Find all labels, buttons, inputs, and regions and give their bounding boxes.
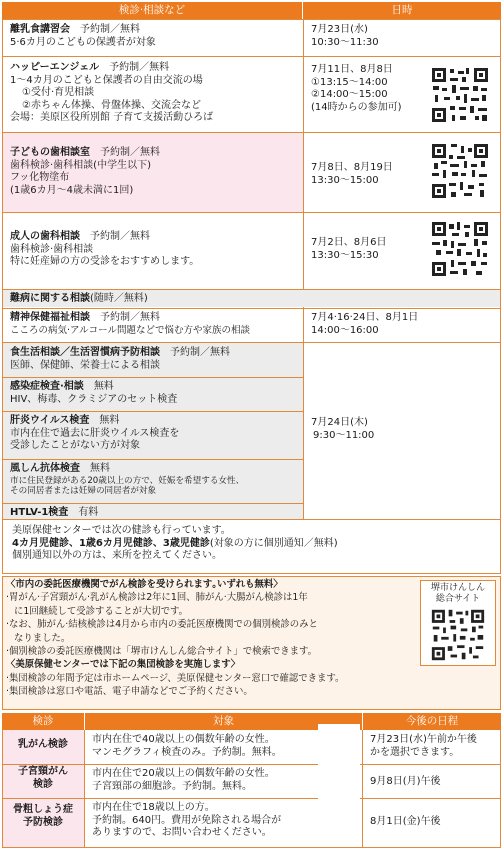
row-mental-health [4, 310, 300, 340]
when-line: 7月4·16·24日、8月1日 [311, 312, 419, 323]
row-intractable-disease [4, 291, 300, 307]
qr-code-icon[interactable] [430, 220, 490, 278]
exam-schedule [364, 732, 500, 762]
row-tag: 有料 [78, 507, 99, 518]
exam-name-line: 骨粗しょう症 [13, 804, 73, 815]
header-checkup [2, 2, 302, 19]
qr-code-icon[interactable] [430, 66, 490, 124]
checkups-text [6, 523, 496, 573]
row-adult-dental [4, 229, 300, 275]
row-line: 特に妊産婦の方の受診をおすすめします。 [10, 256, 200, 267]
row-title: 風しん抗体検査 [10, 463, 80, 474]
when-line: 9:30～11:00 [313, 429, 375, 441]
row-hepatitis-when [305, 415, 500, 445]
row-title: 子どもの歯相談室 [10, 147, 90, 158]
row-title: 肝炎ウイルス検査 [10, 415, 90, 426]
row-infection-test [4, 379, 300, 409]
row-line: 医師、保健師、栄養士による相談 [10, 359, 160, 371]
row-htlv-test [4, 505, 300, 519]
schedule-line: かを選択できます。 [370, 746, 460, 758]
target-line: 市内在住で18歳以上の方。 [92, 802, 215, 813]
notes-text [6, 578, 418, 708]
when-line: 13:30～15:00 [311, 174, 379, 186]
site-qr-card[interactable] [420, 580, 496, 666]
when-line: 7月24日(木) [311, 417, 368, 428]
row-line: ①受付·育児相談 [22, 87, 95, 98]
row-divider [2, 503, 303, 504]
notes-item: ·集団検診は窓口や電話、電子申請などでご予約ください。 [6, 686, 253, 698]
when-line: (14時からの参加可) [311, 101, 402, 113]
row-divider [2, 377, 303, 378]
target-line: ありますので、お問い合わせください。 [92, 827, 272, 838]
row-rubella-test [4, 461, 300, 503]
exam-schedule [364, 814, 500, 830]
checkups-line: (対象の方に個別通知／無料) [209, 537, 338, 549]
top-table-divider [303, 19, 304, 519]
health-schedule-page [2, 2, 501, 848]
row-divider [2, 56, 501, 57]
header-checkup-label: 検診·相談など [118, 4, 186, 16]
row-title: 食生活相談／生活習慣病予防相談 [10, 347, 160, 358]
qr-code-graphic [430, 220, 490, 278]
row-line: その同居者または妊婦の同居者が対象 [10, 486, 157, 497]
row-tag: 予約制／無料 [90, 231, 150, 242]
header-schedule-label: 今後の日程 [405, 715, 459, 727]
target-line: 予約制。640円。費用が免除される場合が [92, 814, 282, 826]
row-divider [2, 459, 303, 460]
row-line: 5·6カ月のこどもの保護者が対象 [10, 36, 156, 48]
site-label: 総合サイト [435, 594, 481, 604]
row-weaning-class-when [305, 22, 500, 55]
exam-name-line: 子宮頸がん [18, 766, 68, 777]
when-line: 14:00～16:00 [311, 324, 379, 336]
notes-item: に1回継続して受診することが大切です。 [14, 605, 188, 617]
qr-code-graphic [430, 142, 490, 200]
notes-item: なりました。 [14, 632, 71, 644]
when-line: 10:30～11:30 [311, 36, 379, 48]
row-title: ハッピーエンジェル [10, 62, 100, 73]
row-divider [2, 798, 501, 799]
schedule-line: 8月1日(金)午後 [370, 816, 441, 827]
row-tag: 無料 [93, 381, 114, 392]
exam-name-line: 乳がん検診 [18, 739, 68, 750]
col-divider [362, 730, 363, 847]
row-mental-health-when [305, 310, 500, 340]
target-line: マンモグラフィ検査のみ。予約制。無料。 [92, 746, 282, 758]
schedule-line: 7月23日(水)午前か午後 [370, 734, 477, 745]
row-tag: 無料 [90, 463, 110, 474]
row-title: 精神保健福祉相談 [10, 312, 90, 323]
row-line: 市に住民登録がある20歳以上の方で、妊娠を希望する女性、 [10, 475, 245, 486]
checkups-line: 個別通知以外の方は、来所を控えてください。 [12, 550, 222, 561]
row-tag: 無料 [99, 415, 120, 426]
header-datetime [303, 2, 501, 19]
row-line: 1～4カ月のこどもと保護者の自由交流の場 [10, 74, 203, 86]
row-divider [2, 411, 303, 412]
row-line: 歯科検診·歯科相談 [10, 243, 94, 255]
when-line: 13:30～15:30 [311, 249, 379, 261]
row-tag: 予約制／無料 [80, 24, 140, 35]
header-exam [2, 713, 84, 730]
row-happy-angel [4, 60, 300, 130]
target-line: 市内在住で20歳以上の偶数年齢の女性。 [92, 768, 275, 779]
notes-item: ·胃がん·子宮頸がん·乳がん検診は2年に1回、肺がん·大腸がん検診は1年 [6, 592, 308, 604]
header-schedule [363, 713, 501, 730]
when-line: ②14:00～15:00 [311, 89, 388, 100]
row-line: フッ化物塗布 [10, 172, 70, 183]
row-tag: (随時／無料) [90, 293, 148, 304]
notes-item: ·集団検診の年間予定は市ホームページ、美原保健センター窓口で確認できます。 [6, 672, 345, 684]
row-tag: 予約制／無料 [100, 147, 160, 158]
row-line: HIV、梅毒、クラミジアのセット検査 [10, 393, 178, 405]
qr-code-graphic [430, 66, 490, 124]
exam-name [4, 804, 82, 829]
row-tag: 予約制／無料 [109, 62, 170, 73]
exam-name-line: 検診 [33, 778, 53, 790]
notes-heading: 〈市内の委託医療機関でがん検診を受けられます｡いずれも無料〉 [6, 579, 283, 590]
exam-schedule [364, 774, 500, 790]
row-weaning-class [4, 22, 300, 55]
redaction-patch [214, 248, 244, 274]
row-title: 離乳食講習会 [10, 24, 70, 35]
redaction-patch [318, 724, 360, 846]
row-diet-consultation [4, 345, 300, 375]
when-line: 7月8日、8月19日 [311, 162, 393, 173]
header-exam-label: 検診 [32, 715, 54, 727]
site-label: 堺市けんしん [430, 583, 485, 593]
row-happy-angel-when [305, 62, 425, 128]
row-line: 歯科検診·歯科相談(中学生以下) [10, 159, 151, 171]
when-line: ①13:15～14:00 [311, 76, 388, 88]
header-datetime-label: 日時 [391, 4, 413, 16]
qr-code-icon[interactable] [430, 142, 490, 200]
row-child-dental-when [305, 160, 425, 190]
col-divider [84, 730, 85, 847]
exam-name [4, 766, 82, 791]
row-line: 会場：美原区役所別館 子育て支援活動ひろば [10, 112, 214, 123]
row-title: 難病に関する相談 [10, 293, 90, 304]
row-child-dental [4, 145, 300, 205]
row-divider [2, 764, 501, 765]
row-title: 感染症検査·相談 [10, 381, 84, 392]
row-adult-dental-when [305, 235, 425, 265]
row-line: 市内在住で過去に肝炎ウイルス検査を [10, 427, 180, 439]
notes-heading: 〈美原保健センターでは下記の集団検診を実施します〉 [6, 659, 241, 671]
row-line: ②赤ちゃん体操、骨盤体操、交流会など [22, 99, 201, 111]
exam-name [4, 739, 82, 752]
schedule-line: 9月8日(月)午後 [370, 776, 441, 787]
row-line: こころの病気·アルコール問題などで悩む方や家族の相談 [10, 324, 250, 336]
row-divider [2, 308, 501, 309]
notes-item: ·個別検診の委託医療機関は「堺市けんしん総合サイト」で検索できます。 [6, 646, 317, 658]
when-line: 7月23日(水) [311, 24, 368, 35]
header-target-label: 対象 [213, 715, 234, 727]
row-tag: 予約制／無料 [170, 347, 230, 358]
notes-item: ·なお、肺がん·結核検診は4月から市内の委託医療機関での個別検診のみと [6, 619, 318, 631]
checkups-line-bold: 4カ月児健診、1歳6カ月児健診、3歳児健診 [12, 537, 210, 549]
target-line: 市内在住で40歳以上の偶数年齢の女性。 [92, 734, 275, 745]
row-title: HTLV-1検査 [10, 507, 69, 518]
target-line: 子宮頸部の細胞診。予約制。無料。 [92, 780, 252, 792]
when-line: 7月2日、8月6日 [311, 237, 387, 248]
checkups-line: 美原保健センターでは次の健診も行っています。 [12, 525, 231, 536]
row-hepatitis-test [4, 413, 300, 457]
exam-name-line: 予防検診 [23, 816, 63, 828]
qr-code-icon [430, 607, 486, 663]
row-line: 受診したことがない方が対象 [10, 440, 140, 451]
row-line: (1歳6カ月～4歳未満に1回) [10, 184, 134, 196]
row-divider [2, 212, 501, 213]
row-tag: 予約制／無料 [100, 312, 160, 323]
row-title: 成人の歯科相談 [10, 231, 80, 242]
when-line: 7月11日、8月8日 [311, 64, 393, 75]
